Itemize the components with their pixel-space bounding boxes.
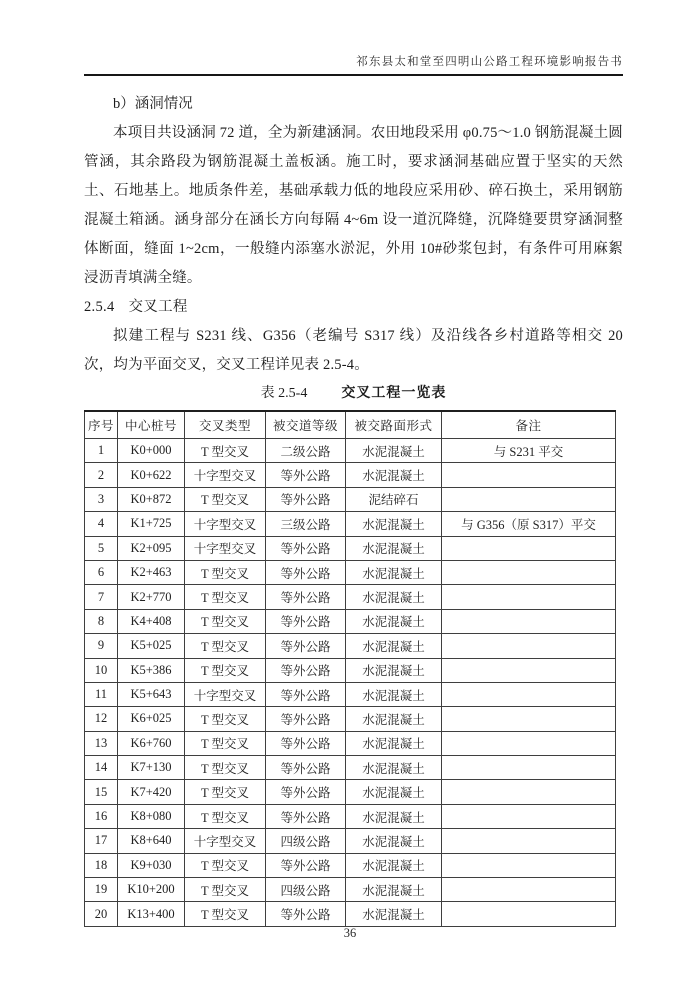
table-cell: K8+080 bbox=[118, 804, 185, 828]
table-cell: 水泥混凝土 bbox=[346, 609, 442, 633]
table-row bbox=[85, 780, 616, 804]
table-cell: 等外公路 bbox=[266, 853, 346, 877]
table-cell: 水泥混凝土 bbox=[346, 878, 442, 902]
table-cell: 水泥混凝土 bbox=[346, 512, 442, 536]
table-row bbox=[85, 463, 616, 487]
table-cell: 7 bbox=[85, 585, 118, 609]
intersections-paragraph: 拟建工程与 S231 线、G356（老编号 S317 线）及沿线各乡村道路等相交 20 次，均为平面交叉，交叉工程详见表 2.5-4。 bbox=[84, 328, 623, 373]
table-cell: T 型交叉 bbox=[185, 634, 266, 658]
table-cell: 等外公路 bbox=[266, 731, 346, 755]
table-cell: 十字型交叉 bbox=[185, 463, 266, 487]
table-cell: 十字型交叉 bbox=[185, 536, 266, 560]
table-cell: 等外公路 bbox=[266, 804, 346, 828]
table-cell: 水泥混凝土 bbox=[346, 439, 442, 463]
table-cell: 12 bbox=[85, 707, 118, 731]
table-header-cell: 备注 bbox=[442, 411, 616, 439]
table-cell: 15 bbox=[85, 780, 118, 804]
table-header-cell: 中心桩号 bbox=[118, 411, 185, 439]
table-cell: 等外公路 bbox=[266, 682, 346, 706]
table-cell: K1+725 bbox=[118, 512, 185, 536]
table-cell bbox=[442, 829, 616, 853]
table-cell: 11 bbox=[85, 682, 118, 706]
table-cell bbox=[442, 487, 616, 511]
table-cell: K2+770 bbox=[118, 585, 185, 609]
table-cell: 等外公路 bbox=[266, 707, 346, 731]
table-cell bbox=[442, 634, 616, 658]
table-row bbox=[85, 731, 616, 755]
table-cell: 等外公路 bbox=[266, 585, 346, 609]
table-cell: 水泥混凝土 bbox=[346, 853, 442, 877]
page-content bbox=[84, 90, 623, 927]
table-cell: K8+640 bbox=[118, 829, 185, 853]
table-cell: 2 bbox=[85, 463, 118, 487]
table-cell: 泥结碎石 bbox=[346, 487, 442, 511]
table-caption-title: 交叉工程一览表 bbox=[341, 386, 447, 401]
table-cell: 水泥混凝土 bbox=[346, 707, 442, 731]
culvert-subheading: b）涵洞情况 bbox=[113, 96, 193, 112]
table-cell bbox=[442, 804, 616, 828]
running-header-title: 祁东县太和堂至四明山公路工程环境影响报告书 bbox=[356, 56, 623, 68]
table-cell: 13 bbox=[85, 731, 118, 755]
table-cell: 等外公路 bbox=[266, 658, 346, 682]
table-cell: K5+643 bbox=[118, 682, 185, 706]
table-cell: T 型交叉 bbox=[185, 487, 266, 511]
table-cell: 水泥混凝土 bbox=[346, 682, 442, 706]
table-row bbox=[85, 585, 616, 609]
table-cell: 四级公路 bbox=[266, 878, 346, 902]
table-header-row bbox=[85, 411, 616, 439]
table-cell bbox=[442, 780, 616, 804]
table-cell: T 型交叉 bbox=[185, 756, 266, 780]
table-cell: 等外公路 bbox=[266, 463, 346, 487]
table-cell: K0+622 bbox=[118, 463, 185, 487]
table-cell: 水泥混凝土 bbox=[346, 658, 442, 682]
table-cell: 等外公路 bbox=[266, 780, 346, 804]
table-cell: 水泥混凝土 bbox=[346, 634, 442, 658]
table-cell: 水泥混凝土 bbox=[346, 804, 442, 828]
table-header-cell: 被交路面形式 bbox=[346, 411, 442, 439]
table-cell: 等外公路 bbox=[266, 756, 346, 780]
table-cell bbox=[442, 853, 616, 877]
table-cell: T 型交叉 bbox=[185, 731, 266, 755]
table-cell: K0+872 bbox=[118, 487, 185, 511]
table-cell bbox=[442, 463, 616, 487]
table-cell: 5 bbox=[85, 536, 118, 560]
table-cell: 18 bbox=[85, 853, 118, 877]
table-cell: 二级公路 bbox=[266, 439, 346, 463]
section-heading bbox=[84, 293, 623, 322]
table-row bbox=[85, 512, 616, 536]
table-cell bbox=[442, 609, 616, 633]
table-cell: 水泥混凝土 bbox=[346, 829, 442, 853]
table-cell: 16 bbox=[85, 804, 118, 828]
table-cell: 6 bbox=[85, 560, 118, 584]
table-cell: 14 bbox=[85, 756, 118, 780]
table-cell: 十字型交叉 bbox=[185, 829, 266, 853]
table-cell: 等外公路 bbox=[266, 536, 346, 560]
table-caption bbox=[84, 384, 623, 404]
table-cell: T 型交叉 bbox=[185, 853, 266, 877]
table-row bbox=[85, 634, 616, 658]
table-cell: K9+030 bbox=[118, 853, 185, 877]
table-cell: 19 bbox=[85, 878, 118, 902]
table-row bbox=[85, 804, 616, 828]
table-cell: 等外公路 bbox=[266, 609, 346, 633]
table-cell: K4+408 bbox=[118, 609, 185, 633]
table-cell: K7+130 bbox=[118, 756, 185, 780]
table-cell: 20 bbox=[85, 902, 118, 926]
table-cell: K6+760 bbox=[118, 731, 185, 755]
table-cell: 水泥混凝土 bbox=[346, 585, 442, 609]
table-cell bbox=[442, 585, 616, 609]
table-cell: 水泥混凝土 bbox=[346, 902, 442, 926]
table-cell: 1 bbox=[85, 439, 118, 463]
table-cell: 水泥混凝土 bbox=[346, 756, 442, 780]
table-cell: 等外公路 bbox=[266, 487, 346, 511]
table-cell: T 型交叉 bbox=[185, 585, 266, 609]
table-row bbox=[85, 902, 616, 926]
table-cell: T 型交叉 bbox=[185, 878, 266, 902]
table-row bbox=[85, 658, 616, 682]
table-cell: 17 bbox=[85, 829, 118, 853]
table-cell: T 型交叉 bbox=[185, 609, 266, 633]
table-cell bbox=[442, 878, 616, 902]
table-cell: T 型交叉 bbox=[185, 707, 266, 731]
table-header-cell: 交叉类型 bbox=[185, 411, 266, 439]
table-cell: K10+200 bbox=[118, 878, 185, 902]
table-row bbox=[85, 609, 616, 633]
table-cell: 水泥混凝土 bbox=[346, 463, 442, 487]
table-cell: 十字型交叉 bbox=[185, 512, 266, 536]
table-cell: 8 bbox=[85, 609, 118, 633]
table-row bbox=[85, 829, 616, 853]
table-cell: K13+400 bbox=[118, 902, 185, 926]
table-cell: T 型交叉 bbox=[185, 439, 266, 463]
table-body bbox=[85, 439, 616, 927]
table-row bbox=[85, 487, 616, 511]
table-cell: T 型交叉 bbox=[185, 560, 266, 584]
table-cell: 等外公路 bbox=[266, 902, 346, 926]
section-number: 2.5.4 bbox=[84, 299, 115, 315]
table-cell: 等外公路 bbox=[266, 560, 346, 584]
table-cell: 3 bbox=[85, 487, 118, 511]
table-row bbox=[85, 878, 616, 902]
table-cell: 9 bbox=[85, 634, 118, 658]
header-rule bbox=[84, 74, 623, 76]
table-row bbox=[85, 707, 616, 731]
table-cell: T 型交叉 bbox=[185, 780, 266, 804]
table-cell: 与 S231 平交 bbox=[442, 439, 616, 463]
table-row bbox=[85, 853, 616, 877]
table-cell bbox=[442, 707, 616, 731]
table-cell: K5+025 bbox=[118, 634, 185, 658]
table-cell: 水泥混凝土 bbox=[346, 780, 442, 804]
table-cell: K2+463 bbox=[118, 560, 185, 584]
table-row bbox=[85, 682, 616, 706]
table-cell bbox=[442, 682, 616, 706]
table-cell: K6+025 bbox=[118, 707, 185, 731]
section-title: 交叉工程 bbox=[128, 299, 188, 315]
table-cell: 与 G356（原 S317）平交 bbox=[442, 512, 616, 536]
table-caption-label: 表 2.5-4 bbox=[260, 386, 308, 401]
table-row bbox=[85, 536, 616, 560]
table-cell: 十字型交叉 bbox=[185, 682, 266, 706]
table-cell: 等外公路 bbox=[266, 634, 346, 658]
table-cell bbox=[442, 658, 616, 682]
table-cell: T 型交叉 bbox=[185, 658, 266, 682]
table-header-cell: 被交道等级 bbox=[266, 411, 346, 439]
table-cell bbox=[442, 902, 616, 926]
table-cell: 四级公路 bbox=[266, 829, 346, 853]
table-row bbox=[85, 560, 616, 584]
table-cell: 水泥混凝土 bbox=[346, 731, 442, 755]
table-cell: 10 bbox=[85, 658, 118, 682]
table-cell: 水泥混凝土 bbox=[346, 536, 442, 560]
table-cell: 4 bbox=[85, 512, 118, 536]
table-cell: T 型交叉 bbox=[185, 804, 266, 828]
table-cell bbox=[442, 756, 616, 780]
intersection-table bbox=[84, 410, 616, 927]
table-header-cell: 序号 bbox=[85, 411, 118, 439]
table-cell: 水泥混凝土 bbox=[346, 560, 442, 584]
table-cell bbox=[442, 731, 616, 755]
table-cell bbox=[442, 536, 616, 560]
table-cell bbox=[442, 560, 616, 584]
table-cell: K7+420 bbox=[118, 780, 185, 804]
table-cell: K5+386 bbox=[118, 658, 185, 682]
table-cell: T 型交叉 bbox=[185, 902, 266, 926]
table-cell: 三级公路 bbox=[266, 512, 346, 536]
culvert-paragraph: 本项目共设涵洞 72 道，全为新建涵洞。农田地段采用 φ0.75～1.0 钢筋混凝土圆管涵，其余路段为钢筋混凝土盖板涵。施工时，要求涵洞基础应置于坚实的天然土、石地基上。地质条件差，基础承载力低的地段应采用砂、碎石换土，采用钢筋混凝土箱涵。涵身部分在涵长方向每隔 4~6m 设一道沉降缝，沉降缝要贯穿涵洞整体断面，缝面 1~2cm，一般缝内添塞水淤泥，外用 10#砂浆包封，有条件可用麻絮浸沥青填满全缝。 bbox=[84, 125, 623, 286]
table-cell: K0+000 bbox=[118, 439, 185, 463]
table-row bbox=[85, 439, 616, 463]
table-row bbox=[85, 756, 616, 780]
page-number: 36 bbox=[343, 926, 357, 940]
table-cell: K2+095 bbox=[118, 536, 185, 560]
